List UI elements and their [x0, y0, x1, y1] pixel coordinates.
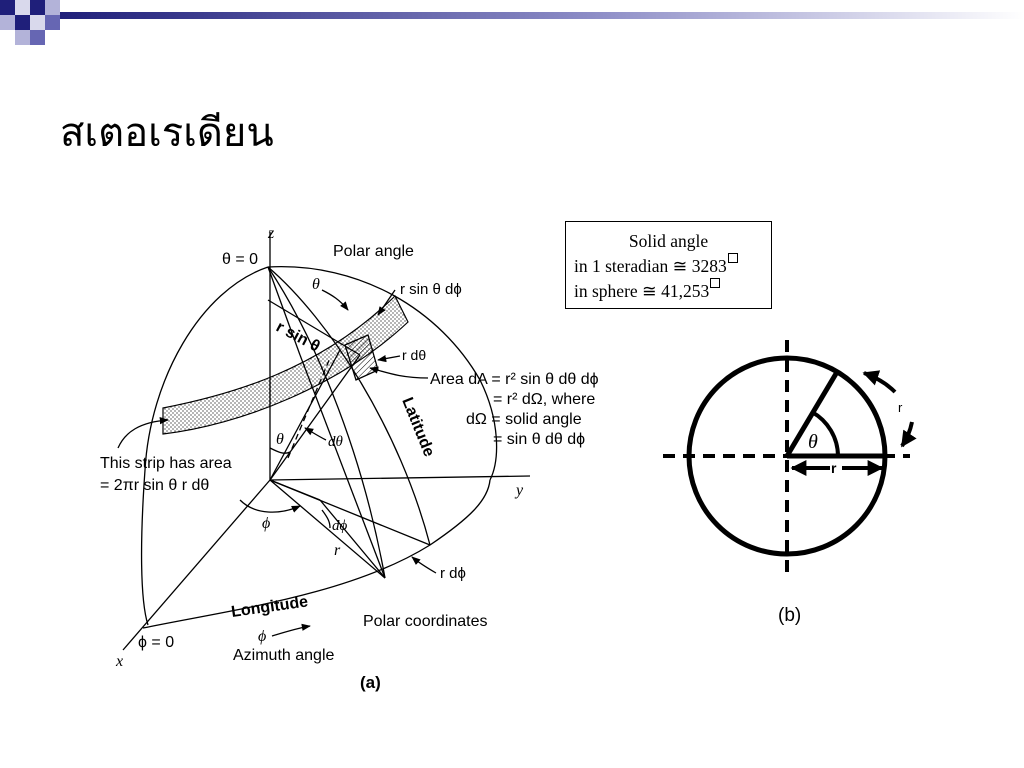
arc-length-arrow-bottom [902, 422, 912, 446]
r-label: r [334, 542, 341, 559]
strip-line2: = 2πr sin θ r dθ [100, 477, 210, 494]
theta-zero-label: θ = 0 [222, 251, 259, 268]
axis-z-label: z [268, 225, 275, 242]
dtheta-label: dθ [328, 434, 343, 450]
arc-r-label-b: r [898, 400, 903, 415]
phi-label-bottom: ϕ [258, 628, 267, 645]
azimuth-angle-label: Azimuth angle [233, 647, 335, 664]
arc-length-arrow-top [864, 373, 895, 392]
polar-coordinates-label: Polar coordinates [363, 613, 488, 630]
r-dphi-label: r dϕ [440, 565, 466, 582]
phi-zero-label: ϕ = 0 [138, 634, 175, 651]
area-line2: = r² dΩ, where [493, 391, 596, 408]
longitude-label: Longitude [230, 593, 310, 621]
strip-line1: This strip has area [100, 455, 232, 472]
caption-a: (a) [360, 673, 381, 692]
axis-y-label: y [516, 482, 524, 499]
phi-label: ϕ [262, 515, 271, 532]
r-label-b: r [831, 460, 837, 476]
theta-label-mid: θ [276, 431, 284, 448]
legend-line-1-text: in 1 steradian ≅ 3283 [574, 256, 727, 276]
area-line3: dΩ = solid angle [466, 411, 582, 428]
theta-label-top: θ [312, 276, 320, 293]
polar-angle-label: Polar angle [333, 243, 414, 260]
area-line4: = sin θ dθ dϕ [493, 431, 586, 448]
slide-title: สเตอเรเดียน [60, 110, 274, 156]
r-sin-theta-dphi-label: r sin θ dϕ [400, 281, 462, 298]
caption-b: (b) [778, 605, 802, 626]
area-line1: Area dA = r² sin θ dθ dϕ [430, 371, 599, 388]
r-sin-theta-label: r sin θ [273, 318, 323, 356]
legend-line-2-text: in sphere ≅ 41,253 [574, 281, 710, 301]
theta-label-b: θ [808, 431, 818, 453]
r-dtheta-label: r dθ [402, 347, 427, 363]
legend-heading: Solid angle [628, 231, 709, 251]
axis-x-label: x [116, 653, 124, 670]
latitude-label: Latitude [398, 395, 438, 460]
dphi-label: dϕ [332, 518, 348, 534]
